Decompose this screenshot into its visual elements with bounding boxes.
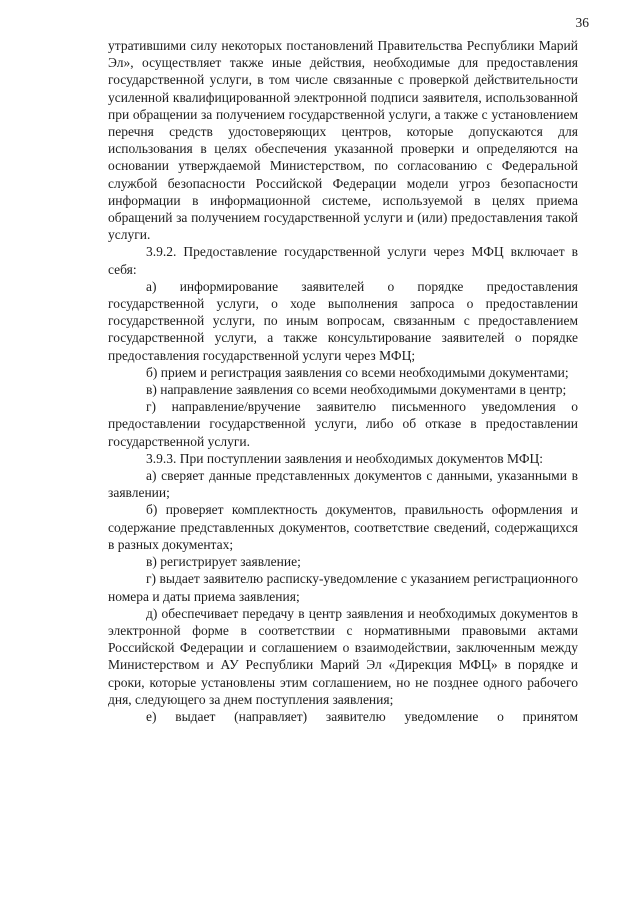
paragraph: а) сверяет данные представленных документов с данными, указанными в заявлении; bbox=[108, 468, 578, 501]
paragraph: д) обеспечивает передачу в центр заявления и необходимых документов в электронной форме в соответствии с нормативными правовыми актами Российской Федерации и соглашением о взаимодействии, заключенным между Министерством и АУ Республики Марий Эл «Дирекция МФЦ» в порядке и сроки, которые установлены этим соглашением, но не позднее одного рабочего дня, следующего за днем поступления заявления; bbox=[108, 605, 578, 707]
paragraph: г) выдает заявителю расписку-уведомление с указанием регистрационного номера и даты приема заявления; bbox=[108, 571, 578, 604]
paragraph: утратившими силу некоторых постановлений Правительства Республики Марий Эл», осуществляет также иные действия, необходимые для предоставления государственной услуги, в том числе связанные с проверкой действительности усиленной квалифицированной электронной подписи заявителя, использованной при обращении за получением государственной услуги, а также с установлением перечня средств удостоверяющих центров, которые допускаются для использования в целях обеспечения указанной проверки и определяются на основании утверждаемой Министерством, по согласованию с Федеральной службой безопасности Российской Федерации модели угроз безопасности информации в информационной системе, используемой в целях приема обращений за получением государственной услуги и (или) предоставления такой услуги. bbox=[108, 38, 578, 243]
paragraph: г) направление/вручение заявителю письменного уведомления о предоставлении государственной услуги, либо об отказе в предоставлении государственной услуги. bbox=[108, 399, 578, 449]
paragraph: 3.9.3. При поступлении заявления и необходимых документов МФЦ: bbox=[146, 450, 543, 466]
paragraph: б) прием и регистрация заявления со всеми необходимыми документами; bbox=[146, 364, 569, 380]
paragraph: е) выдает (направляет) заявителю уведомление о принятом bbox=[146, 708, 578, 724]
paragraph: 3.9.2. Предоставление государственной услуги через МФЦ включает в себя: bbox=[108, 244, 578, 277]
page-number: 36 bbox=[575, 15, 589, 30]
paragraph: б) проверяет комплектность документов, правильность оформления и содержание представленных документов, соответствие сведений, содержащихся в разных документах; bbox=[108, 502, 578, 552]
body-text bbox=[108, 37, 578, 725]
paragraph: в) регистрирует заявление; bbox=[146, 554, 301, 570]
paragraph: в) направление заявления со всеми необходимыми документами в центр; bbox=[146, 382, 567, 398]
paragraph: а) информирование заявителей о порядке предоставления государственной услуги, о ходе выполнения запроса о предоставлении государственной услуги, по иным вопросам, связанным с предоставлением государственной услуги, а также консультирование заявителей о порядке предоставления государственной услуги через МФЦ; bbox=[108, 278, 578, 363]
